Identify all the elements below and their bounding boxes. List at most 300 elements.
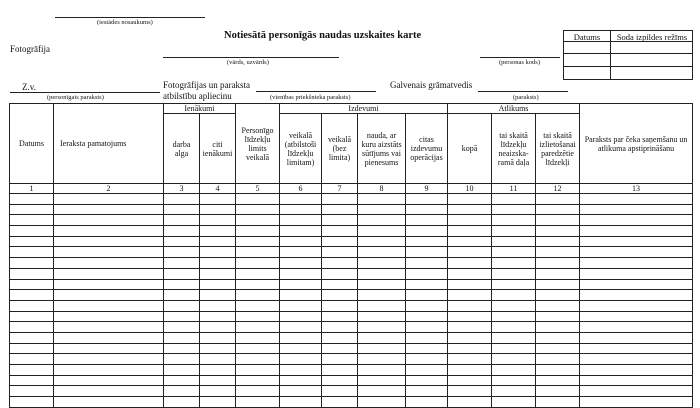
table-cell[interactable] — [10, 343, 54, 354]
table-cell[interactable] — [536, 226, 580, 237]
table-cell[interactable] — [448, 375, 492, 386]
column-number: 8 — [358, 184, 406, 194]
table-cell[interactable] — [280, 236, 322, 247]
table-cell[interactable] — [536, 322, 580, 333]
institution-caption: (iestādes nosaukums) — [97, 19, 153, 26]
table-cell[interactable] — [536, 343, 580, 354]
table-cell[interactable] — [580, 215, 693, 226]
table-cell[interactable] — [536, 279, 580, 290]
table-cell[interactable] — [406, 236, 448, 247]
table-cell[interactable] — [492, 236, 536, 247]
table-cell[interactable] — [200, 279, 236, 290]
table-cell[interactable] — [236, 226, 280, 237]
table-cell[interactable] — [448, 279, 492, 290]
table-cell[interactable] — [322, 322, 358, 333]
column-number: 12 — [536, 184, 580, 194]
table-cell[interactable] — [236, 365, 280, 376]
table-cell[interactable] — [10, 258, 54, 269]
table-cell[interactable] — [164, 290, 200, 301]
table-row — [10, 258, 693, 269]
table-cell[interactable] — [10, 386, 54, 397]
table-cell[interactable] — [406, 215, 448, 226]
table-cell[interactable] — [164, 354, 200, 365]
table-cell[interactable] — [358, 332, 406, 343]
table-cell[interactable] — [580, 300, 693, 311]
table-cell[interactable] — [492, 258, 536, 269]
table-cell[interactable] — [236, 322, 280, 333]
table-cell[interactable] — [358, 365, 406, 376]
table-cell[interactable] — [492, 311, 536, 322]
table-cell[interactable] — [200, 375, 236, 386]
table-cell[interactable] — [54, 332, 164, 343]
table-cell[interactable] — [536, 386, 580, 397]
table-cell[interactable] — [54, 236, 164, 247]
table-cell[interactable] — [536, 311, 580, 322]
table-cell[interactable] — [280, 215, 322, 226]
table-cell[interactable] — [358, 322, 406, 333]
table-cell[interactable] — [200, 397, 236, 408]
table-cell[interactable] — [280, 290, 322, 301]
table-cell[interactable] — [54, 354, 164, 365]
unit-head-signature-line[interactable] — [256, 91, 376, 92]
table-cell[interactable] — [54, 226, 164, 237]
table-cell[interactable] — [54, 279, 164, 290]
table-row — [10, 375, 693, 386]
table-cell[interactable] — [580, 226, 693, 237]
penalty-regime-box — [563, 30, 693, 80]
table-cell[interactable] — [358, 194, 406, 205]
chief-accountant-signature-line[interactable] — [478, 91, 568, 92]
table-cell[interactable] — [54, 322, 164, 333]
table-cell[interactable] — [358, 247, 406, 258]
table-cell[interactable] — [164, 332, 200, 343]
table-cell[interactable] — [54, 194, 164, 205]
table-cell[interactable] — [200, 226, 236, 237]
table-cell[interactable] — [200, 343, 236, 354]
col-signature-header: Paraksts par čeka saņemšanu un atlikuma apstiprināšanu — [580, 104, 693, 184]
table-cell[interactable] — [164, 236, 200, 247]
table-cell[interactable] — [322, 397, 358, 408]
table-cell[interactable] — [236, 343, 280, 354]
table-cell[interactable] — [200, 365, 236, 376]
table-cell[interactable] — [236, 247, 280, 258]
table-cell[interactable] — [200, 194, 236, 205]
table-cell[interactable] — [200, 290, 236, 301]
table-cell[interactable] — [10, 332, 54, 343]
table-row — [10, 236, 693, 247]
column-number: 13 — [580, 184, 693, 194]
table-cell[interactable] — [322, 247, 358, 258]
table-cell[interactable] — [54, 204, 164, 215]
table-cell[interactable] — [236, 397, 280, 408]
table-cell[interactable] — [10, 365, 54, 376]
table-cell[interactable] — [406, 290, 448, 301]
table-cell[interactable] — [164, 247, 200, 258]
table-cell[interactable] — [580, 322, 693, 333]
col-shop-unlimited-header: veikalā (bez limita) — [322, 114, 358, 184]
table-cell[interactable] — [448, 268, 492, 279]
table-cell[interactable] — [448, 397, 492, 408]
table-cell[interactable] — [580, 365, 693, 376]
table-cell[interactable] — [406, 332, 448, 343]
table-cell[interactable] — [536, 397, 580, 408]
table-cell[interactable] — [580, 279, 693, 290]
table-cell[interactable] — [280, 279, 322, 290]
table-cell[interactable] — [236, 300, 280, 311]
table-cell[interactable] — [406, 194, 448, 205]
table-cell[interactable] — [492, 247, 536, 258]
col-basis-header: Ieraksta pamatojums — [54, 104, 164, 184]
table-cell[interactable] — [200, 332, 236, 343]
table-cell[interactable] — [200, 236, 236, 247]
table-cell[interactable] — [54, 300, 164, 311]
table-cell[interactable] — [448, 247, 492, 258]
table-cell[interactable] — [492, 300, 536, 311]
table-cell[interactable] — [10, 290, 54, 301]
table-cell[interactable] — [236, 194, 280, 205]
table-cell[interactable] — [322, 386, 358, 397]
table-cell[interactable] — [200, 311, 236, 322]
table-cell[interactable] — [536, 365, 580, 376]
table-cell[interactable] — [10, 354, 54, 365]
table-cell[interactable] — [236, 375, 280, 386]
table-cell[interactable] — [280, 258, 322, 269]
table-cell[interactable] — [280, 375, 322, 386]
table-cell[interactable] — [164, 375, 200, 386]
table-cell[interactable] — [164, 343, 200, 354]
table-cell[interactable] — [448, 343, 492, 354]
table-cell[interactable] — [54, 365, 164, 376]
table-cell[interactable] — [448, 365, 492, 376]
table-cell[interactable] — [492, 354, 536, 365]
table-cell[interactable] — [280, 354, 322, 365]
table-cell[interactable] — [406, 365, 448, 376]
table-cell[interactable] — [492, 279, 536, 290]
table-cell[interactable] — [358, 375, 406, 386]
table-cell[interactable] — [448, 311, 492, 322]
table-cell[interactable] — [358, 236, 406, 247]
table-cell[interactable] — [448, 300, 492, 311]
table-cell[interactable] — [10, 247, 54, 258]
table-cell[interactable] — [492, 322, 536, 333]
signature-caption: (paraksts) — [513, 94, 539, 101]
table-cell[interactable] — [492, 226, 536, 237]
table-cell[interactable] — [492, 332, 536, 343]
table-cell[interactable] — [406, 311, 448, 322]
table-cell[interactable] — [536, 258, 580, 269]
table-cell[interactable] — [448, 386, 492, 397]
table-cell[interactable] — [236, 204, 280, 215]
table-cell[interactable] — [536, 300, 580, 311]
table-cell[interactable] — [580, 258, 693, 269]
group-expenses-header: Izdevumi — [280, 104, 448, 114]
table-cell[interactable] — [164, 365, 200, 376]
table-row — [10, 279, 693, 290]
table-cell[interactable] — [448, 332, 492, 343]
table-cell[interactable] — [236, 215, 280, 226]
table-cell[interactable] — [358, 290, 406, 301]
table-cell[interactable] — [580, 386, 693, 397]
table-cell[interactable] — [448, 215, 492, 226]
table-cell[interactable] — [322, 226, 358, 237]
table-cell[interactable] — [54, 268, 164, 279]
table-cell[interactable] — [448, 194, 492, 205]
table-cell[interactable] — [236, 258, 280, 269]
table-cell[interactable] — [54, 258, 164, 269]
table-cell[interactable] — [10, 268, 54, 279]
table-cell[interactable] — [448, 322, 492, 333]
table-row — [10, 194, 693, 205]
table-cell[interactable] — [200, 204, 236, 215]
table-cell[interactable] — [580, 375, 693, 386]
table-cell[interactable] — [406, 386, 448, 397]
table-cell[interactable] — [448, 354, 492, 365]
table-cell[interactable] — [580, 204, 693, 215]
table-cell[interactable] — [280, 332, 322, 343]
name-caption: (vārds, uzvārds) — [227, 59, 269, 66]
table-cell[interactable] — [580, 290, 693, 301]
table-cell[interactable] — [536, 375, 580, 386]
table-cell[interactable] — [322, 204, 358, 215]
table-cell[interactable] — [200, 300, 236, 311]
table-row — [10, 343, 693, 354]
table-cell[interactable] — [54, 397, 164, 408]
personal-code-line[interactable] — [480, 57, 560, 58]
table-cell[interactable] — [536, 204, 580, 215]
table-cell[interactable] — [200, 268, 236, 279]
table-cell[interactable] — [280, 204, 322, 215]
table-cell[interactable] — [536, 354, 580, 365]
table-cell[interactable] — [164, 386, 200, 397]
table-cell[interactable] — [322, 332, 358, 343]
table-cell[interactable] — [492, 343, 536, 354]
table-row — [10, 386, 693, 397]
table-cell[interactable] — [200, 247, 236, 258]
table-cell[interactable] — [10, 194, 54, 205]
table-cell[interactable] — [10, 300, 54, 311]
table-cell[interactable] — [54, 215, 164, 226]
table-cell[interactable] — [10, 397, 54, 408]
column-number: 5 — [236, 184, 280, 194]
date-header: Datums — [573, 32, 601, 42]
table-cell[interactable] — [280, 194, 322, 205]
table-cell[interactable] — [10, 236, 54, 247]
ledger-table — [9, 103, 693, 408]
table-cell[interactable] — [406, 226, 448, 237]
table-cell[interactable] — [10, 215, 54, 226]
table-cell[interactable] — [280, 268, 322, 279]
table-cell[interactable] — [358, 268, 406, 279]
table-cell[interactable] — [10, 322, 54, 333]
table-cell[interactable] — [358, 343, 406, 354]
table-cell[interactable] — [10, 226, 54, 237]
table-cell[interactable] — [164, 300, 200, 311]
table-cell[interactable] — [164, 397, 200, 408]
table-cell[interactable] — [358, 386, 406, 397]
table-cell[interactable] — [236, 386, 280, 397]
table-cell[interactable] — [200, 354, 236, 365]
table-cell[interactable] — [406, 258, 448, 269]
table-cell[interactable] — [322, 215, 358, 226]
table-cell[interactable] — [580, 397, 693, 408]
table-cell[interactable] — [322, 300, 358, 311]
table-cell[interactable] — [54, 290, 164, 301]
table-cell[interactable] — [164, 258, 200, 269]
table-cell[interactable] — [406, 204, 448, 215]
table-cell[interactable] — [322, 343, 358, 354]
column-number: 4 — [200, 184, 236, 194]
table-cell[interactable] — [164, 279, 200, 290]
table-cell[interactable] — [358, 258, 406, 269]
table-cell[interactable] — [358, 215, 406, 226]
col-parcel-money-header: nauda, ar kuru aizstāts sūtījums vai pienesums — [358, 114, 406, 184]
table-cell[interactable] — [10, 311, 54, 322]
table-cell[interactable] — [322, 365, 358, 376]
table-cell[interactable] — [580, 311, 693, 322]
table-cell[interactable] — [536, 268, 580, 279]
table-cell[interactable] — [236, 354, 280, 365]
table-cell[interactable] — [358, 300, 406, 311]
institution-line — [55, 17, 205, 18]
name-line[interactable] — [163, 57, 339, 58]
table-cell[interactable] — [54, 375, 164, 386]
table-row — [10, 226, 693, 237]
table-row — [10, 290, 693, 301]
table-cell[interactable] — [406, 247, 448, 258]
table-cell[interactable] — [358, 397, 406, 408]
table-cell[interactable] — [448, 258, 492, 269]
table-cell[interactable] — [164, 215, 200, 226]
table-cell[interactable] — [200, 386, 236, 397]
table-cell[interactable] — [448, 226, 492, 237]
table-row — [10, 268, 693, 279]
table-cell[interactable] — [406, 343, 448, 354]
table-cell[interactable] — [406, 375, 448, 386]
table-cell[interactable] — [280, 300, 322, 311]
table-cell[interactable] — [164, 226, 200, 237]
table-cell[interactable] — [322, 279, 358, 290]
table-cell[interactable] — [580, 268, 693, 279]
table-cell[interactable] — [10, 375, 54, 386]
table-row — [10, 311, 693, 322]
table-cell[interactable] — [280, 343, 322, 354]
table-cell[interactable] — [536, 290, 580, 301]
table-cell[interactable] — [406, 300, 448, 311]
table-cell[interactable] — [580, 354, 693, 365]
personal-signature-line[interactable] — [10, 92, 160, 93]
table-cell[interactable] — [322, 290, 358, 301]
table-cell[interactable] — [280, 226, 322, 237]
table-cell[interactable] — [54, 343, 164, 354]
table-cell[interactable] — [10, 279, 54, 290]
table-cell[interactable] — [448, 204, 492, 215]
table-cell[interactable] — [406, 322, 448, 333]
table-cell[interactable] — [492, 365, 536, 376]
table-cell[interactable] — [358, 204, 406, 215]
col-total-header: kopā — [448, 114, 492, 184]
table-cell[interactable] — [536, 247, 580, 258]
table-cell[interactable] — [200, 258, 236, 269]
table-cell[interactable] — [448, 290, 492, 301]
table-cell[interactable] — [236, 290, 280, 301]
col-shop-limited-header: veikalā (atbilstoši līdzekļu limitam) — [280, 114, 322, 184]
table-cell[interactable] — [236, 332, 280, 343]
table-cell[interactable] — [358, 279, 406, 290]
table-cell[interactable] — [492, 215, 536, 226]
table-cell[interactable] — [322, 268, 358, 279]
table-cell[interactable] — [580, 194, 693, 205]
table-cell[interactable] — [322, 258, 358, 269]
table-cell[interactable] — [236, 279, 280, 290]
table-cell[interactable] — [280, 322, 322, 333]
table-cell[interactable] — [322, 236, 358, 247]
table-cell[interactable] — [54, 247, 164, 258]
photo-label: Fotogrāfija — [10, 44, 50, 54]
table-cell[interactable] — [164, 204, 200, 215]
table-cell[interactable] — [164, 268, 200, 279]
table-cell[interactable] — [536, 215, 580, 226]
table-cell[interactable] — [492, 290, 536, 301]
table-cell[interactable] — [492, 375, 536, 386]
table-cell[interactable] — [236, 236, 280, 247]
penalty-regime-header: Soda izpildes režīms — [616, 32, 688, 42]
table-cell[interactable] — [54, 386, 164, 397]
table-cell[interactable] — [580, 343, 693, 354]
table-cell[interactable] — [280, 247, 322, 258]
table-cell[interactable] — [54, 311, 164, 322]
table-cell[interactable] — [448, 236, 492, 247]
table-cell[interactable] — [406, 354, 448, 365]
col-date-header: Datums — [10, 104, 54, 184]
table-cell[interactable] — [580, 247, 693, 258]
table-cell[interactable] — [492, 386, 536, 397]
table-cell[interactable] — [236, 311, 280, 322]
table-row — [10, 397, 693, 408]
table-cell[interactable] — [358, 311, 406, 322]
table-cell[interactable] — [280, 365, 322, 376]
table-cell[interactable] — [536, 236, 580, 247]
column-number: 2 — [54, 184, 164, 194]
table-cell[interactable] — [236, 268, 280, 279]
table-cell[interactable] — [580, 236, 693, 247]
table-cell[interactable] — [358, 354, 406, 365]
table-cell[interactable] — [492, 268, 536, 279]
table-cell[interactable] — [10, 204, 54, 215]
table-cell[interactable] — [200, 215, 236, 226]
table-cell[interactable] — [322, 311, 358, 322]
table-cell[interactable] — [164, 322, 200, 333]
table-cell[interactable] — [492, 194, 536, 205]
table-cell[interactable] — [322, 354, 358, 365]
table-cell[interactable] — [492, 204, 536, 215]
table-cell[interactable] — [406, 279, 448, 290]
table-cell[interactable] — [580, 332, 693, 343]
table-cell[interactable] — [322, 375, 358, 386]
table-cell[interactable] — [492, 397, 536, 408]
table-cell[interactable] — [322, 194, 358, 205]
table-cell[interactable] — [280, 397, 322, 408]
table-cell[interactable] — [280, 386, 322, 397]
table-cell[interactable] — [164, 194, 200, 205]
table-cell[interactable] — [536, 194, 580, 205]
table-cell[interactable] — [164, 311, 200, 322]
table-cell[interactable] — [200, 322, 236, 333]
table-cell[interactable] — [280, 311, 322, 322]
table-cell[interactable] — [406, 397, 448, 408]
table-cell[interactable] — [406, 268, 448, 279]
table-cell[interactable] — [536, 332, 580, 343]
table-cell[interactable] — [358, 226, 406, 237]
